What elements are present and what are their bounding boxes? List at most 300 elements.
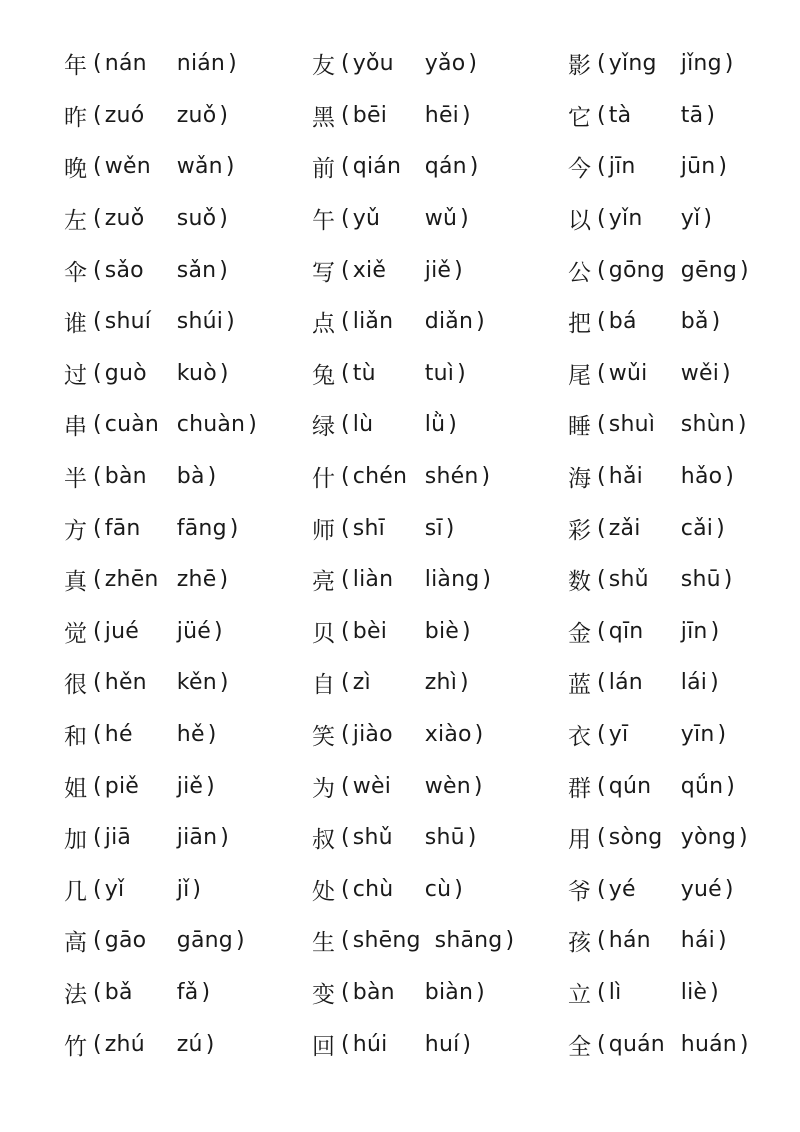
- hanzi-character: 回: [312, 1033, 336, 1060]
- close-paren: ): [235, 928, 245, 954]
- open-paren: (: [93, 979, 102, 1005]
- pinyin-option-a[interactable]: shǔ: [352, 825, 393, 851]
- pinyin-option-b[interactable]: shū: [424, 825, 465, 851]
- pinyin-option-b[interactable]: cù: [424, 876, 452, 902]
- open-paren: (: [341, 567, 350, 593]
- pinyin-option-b[interactable]: shúi: [176, 309, 224, 335]
- pinyin-option-a[interactable]: xiě: [352, 257, 387, 283]
- hanzi-character: 绿: [312, 414, 336, 441]
- close-paren: ): [723, 567, 733, 593]
- hanzi-character: 自: [312, 672, 336, 699]
- hanzi-character: 法: [64, 981, 88, 1008]
- open-paren: (: [93, 722, 102, 748]
- pinyin-option-b[interactable]: jǐng: [680, 51, 722, 77]
- pinyin-item: [64, 967, 260, 1019]
- close-paren: ): [740, 257, 749, 283]
- pinyin-option-a[interactable]: hǎi: [608, 464, 643, 490]
- pinyin-option-b[interactable]: wǎn: [176, 154, 223, 180]
- pinyin-option-a[interactable]: yǐn: [608, 206, 643, 232]
- open-paren: (: [597, 51, 606, 77]
- open-paren: (: [597, 825, 606, 851]
- pinyin-option-a[interactable]: jué: [104, 618, 139, 644]
- pinyin-option-b[interactable]: jūn: [680, 154, 716, 180]
- pinyin-option-b[interactable]: yǎo: [424, 51, 466, 77]
- hanzi-character: 全: [568, 1033, 592, 1060]
- close-paren: ): [460, 206, 469, 232]
- open-paren: (: [93, 825, 102, 851]
- pinyin-option-b[interactable]: liè: [680, 979, 708, 1005]
- pinyin-option-b[interactable]: jüé: [176, 618, 211, 644]
- pinyin-option-a[interactable]: wǔi: [608, 360, 648, 386]
- close-paren: ): [454, 257, 463, 283]
- close-paren: ): [219, 360, 229, 386]
- pinyin-item: [64, 90, 260, 142]
- close-paren: ): [476, 979, 485, 1005]
- close-paren: ): [482, 567, 492, 593]
- open-paren: (: [93, 464, 102, 490]
- pinyin-option-b[interactable]: tā: [680, 102, 704, 128]
- pinyin-item: [64, 554, 260, 606]
- pinyin-option-a[interactable]: zì: [352, 670, 371, 696]
- pinyin-option-a[interactable]: shuì: [608, 412, 656, 438]
- pinyin-item: [312, 296, 517, 348]
- close-paren: ): [462, 1031, 472, 1057]
- close-paren: ): [225, 154, 235, 180]
- pinyin-item: [312, 760, 517, 812]
- pinyin-option-b[interactable]: jiān: [176, 825, 218, 851]
- open-paren: (: [93, 51, 102, 77]
- pinyin-option-b[interactable]: hǎo: [680, 464, 723, 490]
- open-paren: (: [597, 670, 606, 696]
- pinyin-option-a[interactable]: gāo: [104, 928, 147, 954]
- open-paren: (: [597, 722, 606, 748]
- pinyin-option-a[interactable]: guò: [104, 360, 147, 386]
- close-paren: ): [219, 206, 229, 232]
- pinyin-option-b[interactable]: wěi: [680, 360, 720, 386]
- hanzi-character: 兔: [312, 362, 336, 389]
- pinyin-option-a[interactable]: lù: [352, 412, 374, 438]
- pinyin-option-b[interactable]: gēng: [680, 257, 738, 283]
- pinyin-item: [312, 812, 517, 864]
- pinyin-option-a[interactable]: zhēn: [104, 567, 159, 593]
- pinyin-option-b[interactable]: jiě: [424, 257, 452, 283]
- hanzi-character: 前: [312, 156, 336, 183]
- pinyin-option-b[interactable]: tuì: [424, 360, 455, 386]
- pinyin-item: [64, 915, 260, 967]
- pinyin-option-a[interactable]: shī: [352, 515, 385, 541]
- pinyin-option-a[interactable]: shuí: [104, 309, 152, 335]
- pinyin-option-a[interactable]: bàn: [352, 979, 395, 1005]
- hanzi-character: 数: [568, 569, 592, 596]
- close-paren: ): [226, 309, 235, 335]
- close-paren: ): [706, 102, 716, 128]
- pinyin-option-a[interactable]: zǎi: [608, 515, 641, 541]
- close-paren: ): [207, 464, 217, 490]
- pinyin-option-b[interactable]: gāng: [176, 928, 233, 954]
- open-paren: (: [597, 773, 606, 799]
- close-paren: ): [711, 309, 721, 335]
- hanzi-character: 很: [64, 672, 88, 699]
- pinyin-option-a[interactable]: jiā: [104, 825, 132, 851]
- close-paren: ): [716, 515, 725, 541]
- pinyin-item: [64, 399, 260, 451]
- pinyin-item: [312, 657, 517, 709]
- pinyin-option-a[interactable]: liǎn: [352, 309, 394, 335]
- pinyin-option-a[interactable]: bǎ: [104, 979, 133, 1005]
- open-paren: (: [93, 876, 102, 902]
- close-paren: ): [219, 670, 229, 696]
- pinyin-option-b[interactable]: huán: [680, 1031, 737, 1057]
- pinyin-item: [64, 657, 260, 709]
- pinyin-option-b[interactable]: hái: [680, 928, 715, 954]
- open-paren: (: [93, 1031, 102, 1057]
- pinyin-item: [64, 502, 260, 554]
- hanzi-character: 午: [312, 208, 336, 235]
- pinyin-option-b[interactable]: zuǒ: [176, 102, 217, 128]
- pinyin-option-a[interactable]: yǒu: [352, 51, 394, 77]
- hanzi-character: 以: [568, 208, 592, 235]
- pinyin-option-b[interactable]: zú: [176, 1031, 203, 1057]
- pinyin-option-a[interactable]: yī: [608, 722, 629, 748]
- close-paren: ): [739, 825, 748, 851]
- open-paren: (: [597, 309, 606, 335]
- open-paren: (: [341, 825, 350, 851]
- pinyin-option-a[interactable]: shēng: [352, 928, 421, 954]
- pinyin-item: [312, 1018, 517, 1070]
- pinyin-option-a[interactable]: yé: [608, 876, 636, 902]
- close-paren: ): [248, 412, 258, 438]
- hanzi-character: 伞: [64, 259, 88, 286]
- pinyin-option-b[interactable]: fǎ: [176, 979, 199, 1005]
- hanzi-character: 真: [64, 569, 88, 596]
- close-paren: ): [737, 412, 747, 438]
- hanzi-character: 觉: [64, 620, 88, 647]
- pinyin-option-a[interactable]: yǔ: [352, 206, 381, 232]
- close-paren: ): [469, 154, 479, 180]
- hanzi-character: 海: [568, 466, 592, 493]
- close-paren: ): [445, 515, 455, 541]
- pinyin-option-b[interactable]: yòng: [680, 825, 736, 851]
- pinyin-item: [312, 244, 517, 296]
- close-paren: ): [460, 670, 469, 696]
- pinyin-item: [64, 606, 260, 658]
- pinyin-option-b[interactable]: zhì: [424, 670, 458, 696]
- pinyin-item: [64, 348, 260, 400]
- open-paren: (: [93, 567, 102, 593]
- open-paren: (: [597, 567, 606, 593]
- pinyin-option-a[interactable]: qīn: [608, 618, 644, 644]
- open-paren: (: [93, 206, 102, 232]
- hanzi-character: 生: [312, 930, 336, 957]
- column-3: [568, 38, 752, 1070]
- pinyin-option-b[interactable]: shāng: [434, 928, 503, 954]
- hanzi-character: 衣: [568, 724, 592, 751]
- pinyin-option-b[interactable]: qǘn: [680, 773, 724, 799]
- pinyin-option-b[interactable]: sī: [424, 515, 443, 541]
- pinyin-option-b[interactable]: cǎi: [680, 515, 714, 541]
- pinyin-option-b[interactable]: huí: [424, 1031, 460, 1057]
- hanzi-character: 变: [312, 981, 336, 1008]
- close-paren: ): [474, 722, 484, 748]
- pinyin-option-a[interactable]: gōng: [608, 257, 665, 283]
- pinyin-item: [568, 709, 752, 761]
- open-paren: (: [93, 515, 102, 541]
- pinyin-item: [568, 90, 752, 142]
- pinyin-option-a[interactable]: zuó: [104, 102, 145, 128]
- close-paren: ): [718, 154, 728, 180]
- pinyin-option-b[interactable]: chuàn: [176, 412, 246, 438]
- pinyin-option-b[interactable]: qán: [424, 154, 467, 180]
- pinyin-option-b[interactable]: fāng: [176, 515, 227, 541]
- close-paren: ): [724, 51, 734, 77]
- close-paren: ): [214, 618, 223, 644]
- pinyin-item: [312, 141, 517, 193]
- open-paren: (: [93, 928, 102, 954]
- hanzi-character: 方: [64, 517, 88, 544]
- pinyin-option-b[interactable]: jǐ: [176, 876, 190, 902]
- pinyin-option-a[interactable]: zhú: [104, 1031, 145, 1057]
- pinyin-option-b[interactable]: yīn: [680, 722, 715, 748]
- close-paren: ): [717, 722, 727, 748]
- column-2: [312, 38, 517, 1070]
- pinyin-option-a[interactable]: piě: [104, 773, 140, 799]
- pinyin-option-b[interactable]: bà: [176, 464, 205, 490]
- pinyin-option-b[interactable]: suǒ: [176, 206, 217, 232]
- open-paren: (: [341, 154, 350, 180]
- hanzi-character: 姐: [64, 775, 88, 802]
- pinyin-option-b[interactable]: nián: [176, 51, 226, 77]
- pinyin-option-b[interactable]: kěn: [176, 670, 217, 696]
- pinyin-option-b[interactable]: yǐ: [680, 206, 701, 232]
- close-paren: ): [481, 464, 491, 490]
- pinyin-item: [64, 141, 260, 193]
- open-paren: (: [93, 309, 102, 335]
- open-paren: (: [341, 773, 350, 799]
- open-paren: (: [597, 928, 606, 954]
- pinyin-item: [64, 296, 260, 348]
- hanzi-character: 影: [568, 53, 592, 80]
- pinyin-option-a[interactable]: bá: [608, 309, 637, 335]
- pinyin-option-a[interactable]: liàn: [352, 567, 394, 593]
- open-paren: (: [597, 257, 606, 283]
- pinyin-item: [312, 502, 517, 554]
- pinyin-item: [312, 38, 517, 90]
- pinyin-option-a[interactable]: lán: [608, 670, 643, 696]
- hanzi-character: 贝: [312, 620, 336, 647]
- hanzi-character: 今: [568, 156, 592, 183]
- pinyin-option-b[interactable]: jīn: [680, 618, 708, 644]
- open-paren: (: [341, 51, 350, 77]
- pinyin-option-a[interactable]: fān: [104, 515, 141, 541]
- pinyin-option-b[interactable]: diǎn: [424, 309, 474, 335]
- hanzi-character: 和: [64, 724, 88, 751]
- hanzi-character: 孩: [568, 930, 592, 957]
- hanzi-character: 立: [568, 981, 592, 1008]
- open-paren: (: [341, 1031, 350, 1057]
- open-paren: (: [597, 1031, 606, 1057]
- pinyin-option-a[interactable]: yǐ: [104, 876, 125, 902]
- pinyin-option-a[interactable]: hán: [608, 928, 651, 954]
- pinyin-item: [568, 244, 752, 296]
- pinyin-item: [568, 348, 752, 400]
- pinyin-option-a[interactable]: sòng: [608, 825, 663, 851]
- pinyin-option-b[interactable]: hēi: [424, 102, 459, 128]
- pinyin-option-a[interactable]: yǐng: [608, 51, 657, 77]
- pinyin-option-b[interactable]: jiě: [176, 773, 204, 799]
- pinyin-option-b[interactable]: yué: [680, 876, 722, 902]
- pinyin-item: [312, 451, 517, 503]
- pinyin-item: [312, 90, 517, 142]
- open-paren: (: [341, 257, 350, 283]
- pinyin-option-a[interactable]: chù: [352, 876, 394, 902]
- open-paren: (: [341, 876, 350, 902]
- pinyin-item: [312, 399, 517, 451]
- pinyin-item: [64, 864, 260, 916]
- pinyin-option-a[interactable]: jīn: [608, 154, 636, 180]
- hanzi-character: 亮: [312, 569, 336, 596]
- hanzi-character: 串: [64, 414, 88, 441]
- pinyin-item: [568, 554, 752, 606]
- open-paren: (: [597, 876, 606, 902]
- pinyin-option-b[interactable]: hě: [176, 722, 205, 748]
- hanzi-character: 为: [312, 775, 336, 802]
- pinyin-option-b[interactable]: lái: [680, 670, 708, 696]
- pinyin-option-a[interactable]: zuǒ: [104, 206, 145, 232]
- hanzi-character: 点: [312, 311, 336, 338]
- pinyin-option-a[interactable]: lì: [608, 979, 622, 1005]
- pinyin-item: [64, 1018, 260, 1070]
- close-paren: ): [722, 360, 731, 386]
- pinyin-option-b[interactable]: shùn: [680, 412, 735, 438]
- close-paren: ): [739, 1031, 749, 1057]
- hanzi-character: 群: [568, 775, 592, 802]
- hanzi-character: 黑: [312, 104, 336, 131]
- pinyin-option-a[interactable]: hěn: [104, 670, 147, 696]
- pinyin-item: [64, 244, 260, 296]
- open-paren: (: [93, 618, 102, 644]
- pinyin-option-a[interactable]: húi: [352, 1031, 388, 1057]
- pinyin-item: [568, 451, 752, 503]
- open-paren: (: [341, 670, 350, 696]
- pinyin-option-b[interactable]: shū: [680, 567, 721, 593]
- pinyin-item: [312, 967, 517, 1019]
- close-paren: ): [457, 360, 466, 386]
- pinyin-option-a[interactable]: sǎo: [104, 257, 144, 283]
- open-paren: (: [341, 309, 350, 335]
- pinyin-item: [568, 657, 752, 709]
- hanzi-character: 加: [64, 827, 88, 854]
- pinyin-option-a[interactable]: cuàn: [104, 412, 160, 438]
- open-paren: (: [341, 206, 350, 232]
- hanzi-character: 年: [64, 53, 88, 80]
- pinyin-item: [568, 38, 752, 90]
- close-paren: ): [476, 309, 485, 335]
- hanzi-character: 尾: [568, 362, 592, 389]
- pinyin-option-a[interactable]: bàn: [104, 464, 147, 490]
- pinyin-option-b[interactable]: bǎ: [680, 309, 709, 335]
- hanzi-character: 用: [568, 827, 592, 854]
- open-paren: (: [341, 412, 350, 438]
- open-paren: (: [93, 773, 102, 799]
- pinyin-option-a[interactable]: chén: [352, 464, 408, 490]
- pinyin-option-a[interactable]: bēi: [352, 102, 388, 128]
- hanzi-character: 它: [568, 104, 592, 131]
- open-paren: (: [597, 515, 606, 541]
- pinyin-option-a[interactable]: shǔ: [608, 567, 649, 593]
- pinyin-option-a[interactable]: wěn: [104, 154, 151, 180]
- pinyin-item: [312, 709, 517, 761]
- close-paren: ): [703, 206, 713, 232]
- pinyin-option-b[interactable]: biàn: [424, 979, 474, 1005]
- hanzi-character: 半: [64, 466, 88, 493]
- pinyin-option-b[interactable]: zhē: [176, 567, 217, 593]
- pinyin-item: [568, 193, 752, 245]
- pinyin-item: [568, 864, 752, 916]
- pinyin-option-a[interactable]: qún: [608, 773, 652, 799]
- pinyin-option-a[interactable]: qián: [352, 154, 402, 180]
- pinyin-option-b[interactable]: kuò: [176, 360, 217, 386]
- close-paren: ): [219, 257, 229, 283]
- open-paren: (: [341, 515, 350, 541]
- pinyin-option-b[interactable]: lǜ: [424, 412, 446, 438]
- pinyin-item: [312, 554, 517, 606]
- column-1: [64, 38, 260, 1070]
- pinyin-option-a[interactable]: tù: [352, 360, 376, 386]
- close-paren: ): [710, 670, 719, 696]
- close-paren: ): [220, 825, 230, 851]
- pinyin-option-b[interactable]: shén: [424, 464, 479, 490]
- close-paren: ): [710, 618, 720, 644]
- close-paren: ): [724, 876, 734, 902]
- pinyin-option-b[interactable]: wǔ: [424, 206, 458, 232]
- hanzi-character: 左: [64, 208, 88, 235]
- pinyin-option-b[interactable]: biè: [424, 618, 460, 644]
- close-paren: ): [206, 773, 215, 799]
- pinyin-item: [64, 193, 260, 245]
- pinyin-option-a[interactable]: tà: [608, 102, 632, 128]
- pinyin-option-b[interactable]: sǎn: [176, 257, 217, 283]
- hanzi-character: 高: [64, 930, 88, 957]
- pinyin-item: [568, 967, 752, 1019]
- open-paren: (: [597, 206, 606, 232]
- pinyin-option-a[interactable]: hé: [104, 722, 133, 748]
- close-paren: ): [473, 773, 483, 799]
- open-paren: (: [597, 360, 606, 386]
- pinyin-option-a[interactable]: quán: [608, 1031, 665, 1057]
- close-paren: ): [192, 876, 202, 902]
- pinyin-item: [64, 38, 260, 90]
- hanzi-character: 金: [568, 620, 592, 647]
- pinyin-option-a[interactable]: wèi: [352, 773, 392, 799]
- hanzi-character: 昨: [64, 104, 88, 131]
- open-paren: (: [93, 412, 102, 438]
- close-paren: ): [205, 1031, 215, 1057]
- hanzi-character: 过: [64, 362, 88, 389]
- pinyin-option-b[interactable]: xiào: [424, 722, 472, 748]
- hanzi-character: 师: [312, 517, 336, 544]
- pinyin-option-b[interactable]: wèn: [424, 773, 471, 799]
- close-paren: ): [725, 464, 735, 490]
- pinyin-option-a[interactable]: bèi: [352, 618, 388, 644]
- pinyin-item: [312, 864, 517, 916]
- open-paren: (: [93, 154, 102, 180]
- pinyin-item: [568, 760, 752, 812]
- pinyin-option-a[interactable]: nán: [104, 51, 147, 77]
- pinyin-option-b[interactable]: liàng: [424, 567, 480, 593]
- close-paren: ): [201, 979, 211, 1005]
- pinyin-option-a[interactable]: jiào: [352, 722, 393, 748]
- pinyin-item: [64, 709, 260, 761]
